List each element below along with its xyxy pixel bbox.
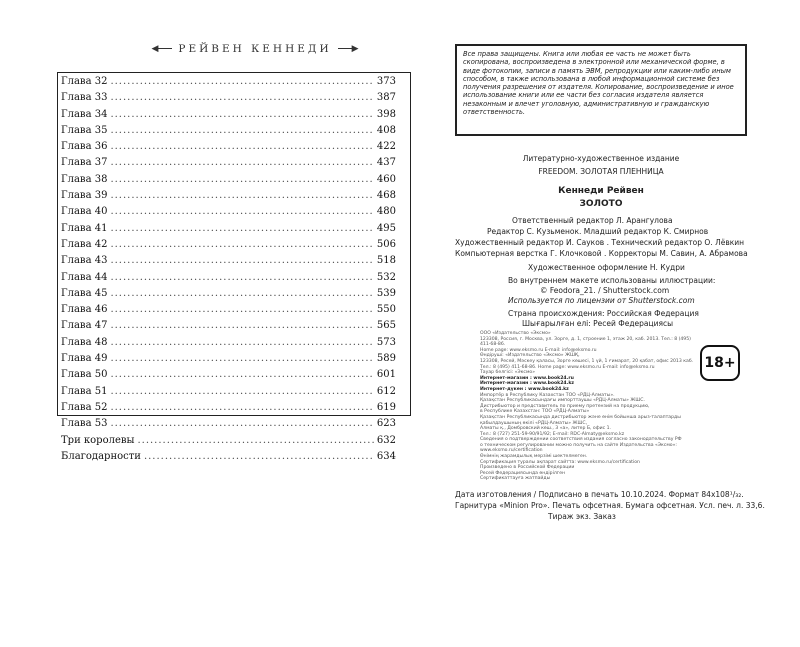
credit-line: Ответственный редактор Л. Арангулова [512, 216, 673, 225]
toc-leader-dots [110, 386, 373, 397]
publisher-line: Home page: www.eksmo.ru E-mail: info@eksmo.ru [480, 347, 597, 353]
publisher-line: Сертификация туралы ақпарат сайтта: www.eksmo.ru/certification [480, 459, 640, 465]
table-of-contents [57, 72, 411, 462]
toc-entry-page: 398 [376, 108, 396, 120]
toc-entry [61, 206, 396, 222]
toc-entry-page: 634 [376, 450, 396, 462]
publisher-line: Өнімнің жарамдылық мерзімі шектелмеген. [480, 454, 588, 460]
publisher-line: Сертификаттауға жатпайды [480, 476, 551, 482]
toc-leader-dots [110, 272, 373, 283]
toc-entry [61, 288, 396, 304]
series-name: FREEDOM. ЗОЛОТАЯ ПЛЕННИЦА [538, 167, 664, 176]
publisher-line: Произведено в Российской Федерации [480, 465, 575, 471]
toc-entry [61, 190, 396, 206]
publisher-line: Тел.: 8 (495) 411-68-86. Home page: www.eksmo.ru E-mail: info@eksmo.ru [480, 364, 655, 370]
publisher-line: ООО «Издательство «Эксмо» [480, 331, 551, 336]
toc-entry-title: Глава 32 [61, 76, 108, 87]
toc-entry-page: 468 [376, 190, 396, 202]
rights-notice: Все права защищены. Книга или любая ее часть не может быть скопирована, воспроизведена в электронной или механической форме, в виде фотокопии, записи в память ЭВМ, репродукции или каким-либо иным способом, в также использована в любой информационной системе без получения разрешения от издателя. Копирование, воспроизведение и иное использование книги или ее части без согласия издателя является незаконным и влечет уголовную, административную и гражданскую ответственность. [455, 44, 747, 136]
toc-entry [61, 174, 396, 190]
toc-entry-title: Глава 34 [61, 108, 108, 120]
toc-entry-title: Глава 42 [61, 238, 108, 250]
publisher-line: Ресей Федерациясында өндірілген [480, 470, 566, 476]
toc-leader-dots [110, 288, 373, 299]
toc-leader-dots [110, 190, 373, 201]
toc-entry-title: Глава 45 [61, 287, 108, 299]
toc-entry [61, 353, 396, 369]
header-ornament-right-icon: ▶ [338, 44, 359, 54]
toc-leader-dots [110, 353, 373, 364]
toc-leader-dots [110, 223, 373, 234]
toc-leader-dots [110, 255, 373, 266]
toc-entry-page: 550 [376, 304, 396, 316]
toc-entry [61, 125, 396, 141]
toc-entry [61, 304, 396, 320]
illustrations-line: © Feodora_21. / Shutterstock.com [540, 286, 670, 295]
toc-leader-dots [110, 320, 373, 331]
toc-entry-title: Глава 33 [61, 92, 108, 104]
toc-entry-page: 373 [376, 76, 396, 87]
toc-entry-title: Глава 51 [61, 385, 108, 397]
toc-entry-page: 632 [376, 434, 396, 446]
toc-leader-dots [110, 239, 373, 250]
toc-entry-page: 623 [376, 418, 396, 430]
toc-leader-dots [110, 206, 373, 217]
illustrations-line: Во внутреннем макете использованы иллюстрации: [508, 276, 716, 285]
toc-leader-dots [144, 451, 374, 462]
publisher-line: Тел.: 8 (727) 251-59-90/91/92; E-mail: RDC-Almaty@eksmo.kz [480, 431, 625, 437]
publisher-line: Қазақстан Республикасында дистрибьютор және өнім бойынша арыз-талаптарды [480, 414, 681, 420]
publisher-line: www.eksmo.ru/certification [480, 448, 543, 454]
publisher-details [480, 331, 695, 482]
toc-leader-dots [110, 125, 373, 136]
country-line: Шығарылған елі: Ресей Федерациясы [522, 319, 674, 328]
toc-entry-title: Глава 49 [61, 353, 108, 365]
toc-entry-page: 589 [376, 353, 396, 365]
toc-entry [61, 92, 396, 108]
toc-entry-page: 460 [376, 173, 396, 185]
toc-leader-dots [110, 418, 373, 429]
toc-entry-page: 539 [376, 287, 396, 299]
publisher-line: в Республике Казахстан: ТОО «РДЦ-Алматы» [480, 409, 590, 415]
toc-entry-page: 518 [376, 255, 396, 267]
toc-entry-title: Глава 43 [61, 255, 108, 267]
publisher-line: Тауар белгісі: «Эксмо» [480, 370, 536, 376]
edition-type: Литературно-художественное издание [522, 154, 680, 163]
publisher-line: қабылдаушының өкілі «РДЦ-Алматы» ЖШС, [480, 420, 588, 426]
publisher-line: Сведения о подтверждении соответствия издания согласно законодательству РФ [480, 437, 682, 443]
toc-leader-dots [110, 337, 373, 348]
publisher-line: 123308, Ресей, Мәскеу қаласы, Зорге көшесі, 1 үй, 1 ғимарат, 20 қабат, офис 2013 каб. [480, 358, 694, 364]
toc-entry-title: Глава 38 [61, 173, 108, 185]
toc-entry-title: Глава 39 [61, 190, 108, 202]
toc-entry [61, 272, 396, 288]
toc-leader-dots [110, 304, 373, 315]
toc-entry [61, 386, 396, 402]
toc-entry [61, 141, 396, 157]
toc-entry [61, 76, 396, 92]
toc-entry-page: 495 [376, 222, 396, 234]
toc-entry-title: Благодарности [61, 450, 141, 462]
toc-entry-title: Глава 41 [61, 222, 108, 234]
printing-line: Гарнитура «Minion Pro». Печать офсетная. Бумага офсетная. Усл. печ. л. 33,6. [455, 501, 765, 510]
toc-entry [61, 337, 396, 353]
publisher-line: Интернет-магазин : www.book24.kz [480, 381, 575, 387]
publisher-line: Алматы қ., Домбровский көш., 3 «а», литер Б, офис 1. [480, 426, 612, 432]
design-credit: Художественное оформление Н. Кудри [528, 263, 685, 272]
publisher-line: 123308, Россия, г. Москва, ул. Зорге, д. 1, строение 1, этаж 20, каб. 2013. Тел.: 8 (495) 411-68-86. [480, 336, 691, 348]
running-header [110, 40, 400, 58]
printing-line: Дата изготовления / Подписано в печать 10.10.2024. Формат 84x108¹/₃₂. [455, 490, 744, 499]
running-header-text: РЕЙВЕН КЕННЕДИ [178, 43, 332, 55]
toc-leader-dots [110, 157, 373, 168]
toc-entry-page: 612 [376, 385, 396, 397]
publisher-line: Өндіруші: «Издательство «Эксмо» ЖШҚ, [480, 353, 580, 359]
illustrations-line: Используется по лицензии от Shutterstock.com [508, 296, 695, 305]
toc-entry-page: 437 [376, 157, 396, 169]
toc-entry-title: Глава 52 [61, 401, 108, 413]
author-name: Кеннеди Рейвен [558, 186, 644, 196]
printing-line: Тираж экз. Заказ [548, 512, 616, 521]
book-title: ЗОЛОТО [579, 199, 623, 209]
toc-entry-title: Глава 36 [61, 141, 108, 153]
toc-leader-dots [110, 141, 373, 152]
toc-entry-title: Глава 46 [61, 304, 108, 316]
toc-entry [61, 402, 396, 418]
publisher-line: о техническом регулировании можно получить на сайте Издательства «Эксмо»: [480, 442, 677, 448]
publisher-line: Қазақстан Республикасындағы импорттаушы «РДЦ-Алматы» ЖШС. [480, 398, 645, 404]
toc-entry-title: Три королевы [61, 434, 135, 446]
toc-entry-page: 573 [376, 336, 396, 348]
toc-entry-page: 422 [376, 141, 396, 153]
toc-leader-dots [110, 109, 373, 120]
toc-entry [61, 369, 396, 385]
toc-entry-title: Глава 35 [61, 124, 108, 136]
toc-entry [61, 239, 396, 255]
age-rating-badge: 18+ [700, 345, 740, 381]
toc-entry [61, 223, 396, 239]
credit-line: Редактор С. Кузьменок. Младший редактор К. Смирнов [487, 227, 709, 236]
toc-leader-dots [137, 435, 373, 446]
country-line: Страна происхождения: Российская Федерация [508, 309, 699, 318]
toc-entry-title: Глава 44 [61, 271, 108, 283]
toc-entry [61, 451, 396, 467]
toc-entry-page: 506 [376, 238, 396, 250]
publisher-line: Дистрибьютор и представитель по приему претензий на продукцию, [480, 403, 650, 409]
publisher-line: Интернет-магазин : www.book24.ru [480, 375, 574, 381]
toc-entry-title: Глава 50 [61, 369, 108, 381]
publisher-line: Импортёр в Республику Казахстан ТОО «РДЦ-Алматы». [480, 392, 615, 398]
toc-entry-title: Глава 40 [61, 206, 108, 218]
toc-entry [61, 418, 396, 434]
publisher-line: Интернет-дүкен : www.book24.kz [480, 386, 569, 392]
toc-entry-page: 408 [376, 124, 396, 136]
toc-entry-page: 532 [376, 271, 396, 283]
toc-entry-title: Глава 48 [61, 336, 108, 348]
toc-leader-dots [110, 92, 373, 103]
toc-entry-page: 565 [376, 320, 396, 332]
toc-entry [61, 109, 396, 125]
toc-leader-dots [110, 174, 373, 185]
toc-entry-page: 601 [376, 369, 396, 381]
credit-line: Компьютерная верстка Г. Клочковой . Корректоры М. Савин, А. Абрамова [455, 249, 748, 258]
toc-entry-page: 480 [376, 206, 396, 218]
toc-leader-dots [110, 402, 373, 413]
toc-entry [61, 435, 396, 451]
toc-entry [61, 157, 396, 173]
toc-entry-page: 619 [376, 401, 396, 413]
toc-entry-page: 387 [376, 92, 396, 104]
header-ornament-left-icon: ◀ [151, 44, 172, 54]
toc-entry [61, 255, 396, 271]
credit-line: Художественный редактор И. Сауков . Технический редактор О. Лёвкин [455, 238, 745, 247]
toc-entry [61, 320, 396, 336]
toc-entry-title: Глава 53 [61, 418, 108, 430]
toc-leader-dots [110, 76, 373, 87]
toc-entry-title: Глава 37 [61, 157, 108, 169]
toc-entry-title: Глава 47 [61, 320, 108, 332]
toc-leader-dots [110, 369, 373, 380]
